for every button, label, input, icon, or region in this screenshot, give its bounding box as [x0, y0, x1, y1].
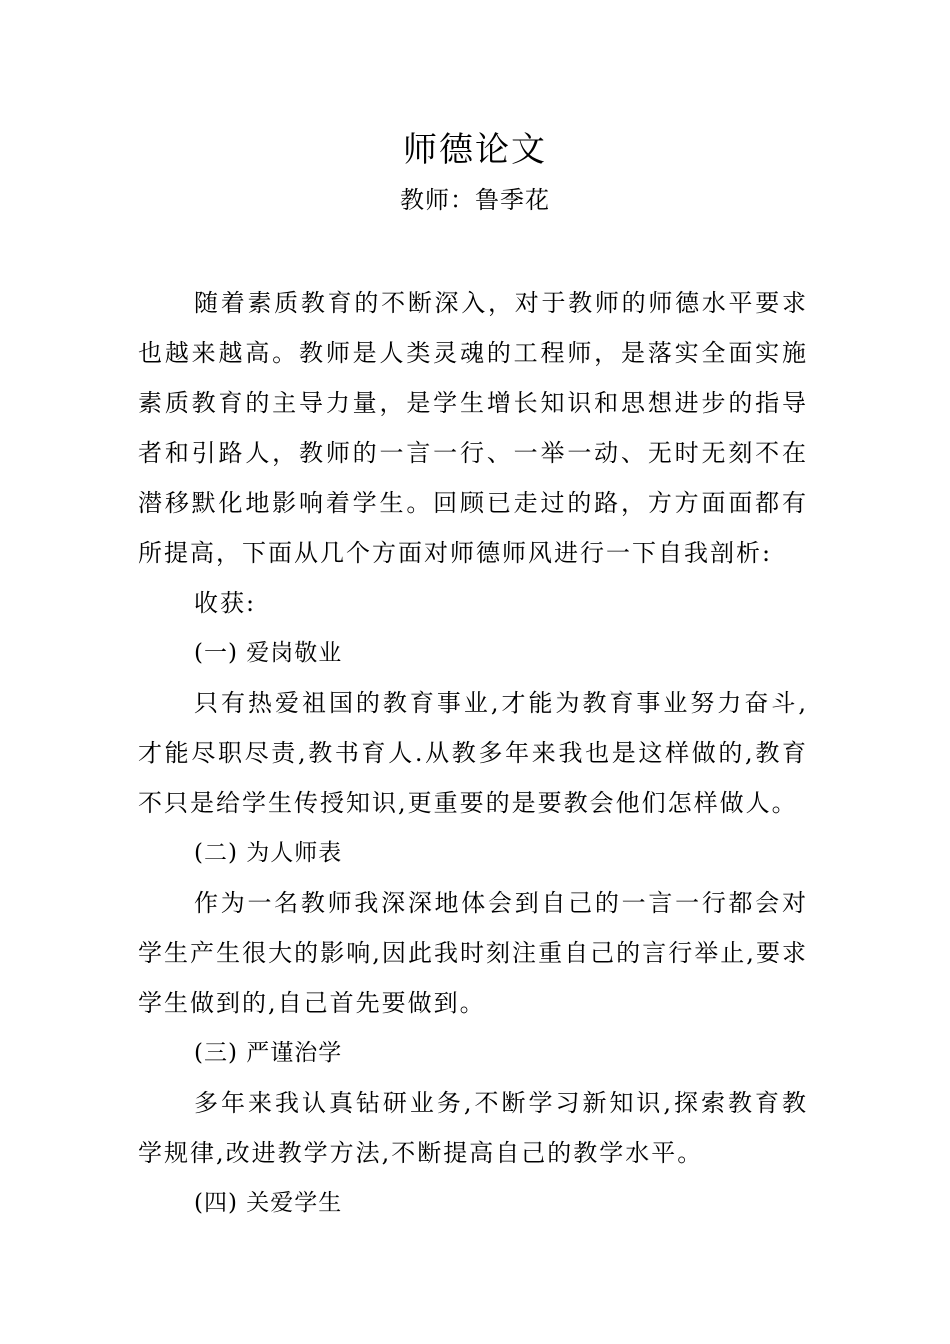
document-body [138, 278, 808, 1228]
section-text-1: 只有热爱祖国的教育事业,才能为教育事业努力奋斗,才能尽职尽责,教书育人.从教多年来我也是这样做的,教育不只是给学生传授知识,更重要的是要教会他们怎样做人。 [138, 689, 808, 817]
section-heading-2: (二) 为人师表 [194, 840, 343, 866]
section-heading-4: (四) 关爱学生 [194, 1190, 343, 1216]
section-heading-1: (一) 爱岗敬业 [194, 640, 343, 666]
section-text-3: 多年来我认真钻研业务,不断学习新知识,探索教育教学规律,改进教学方法,不断提高自己的教学水平。 [138, 1089, 808, 1167]
document-author: 教师：鲁季花 [400, 186, 550, 214]
section-heading-3: (三) 严谨治学 [194, 1040, 343, 1066]
document-title: 师德论文 [403, 130, 547, 170]
gains-label: 收获: [194, 589, 257, 617]
section-text-2: 作为一名教师我深深地体会到自己的一言一行都会对学生产生很大的影响,因此我时刻注重自己的言行举止,要求学生做到的,自己首先要做到。 [138, 889, 808, 1017]
intro-paragraph: 随着素质教育的不断深入，对于教师的师德水平要求也越来越高。教师是人类灵魂的工程师，是落实全面实施素质教育的主导力量，是学生增长知识和思想进步的指导者和引路人，教师的一言一行、一举一动、无时无刻不在潜移默化地影响着学生。回顾已走过的路，方方面面都有所提高，下面从几个方面对师德师风进行一下自我剖析: [138, 289, 808, 567]
